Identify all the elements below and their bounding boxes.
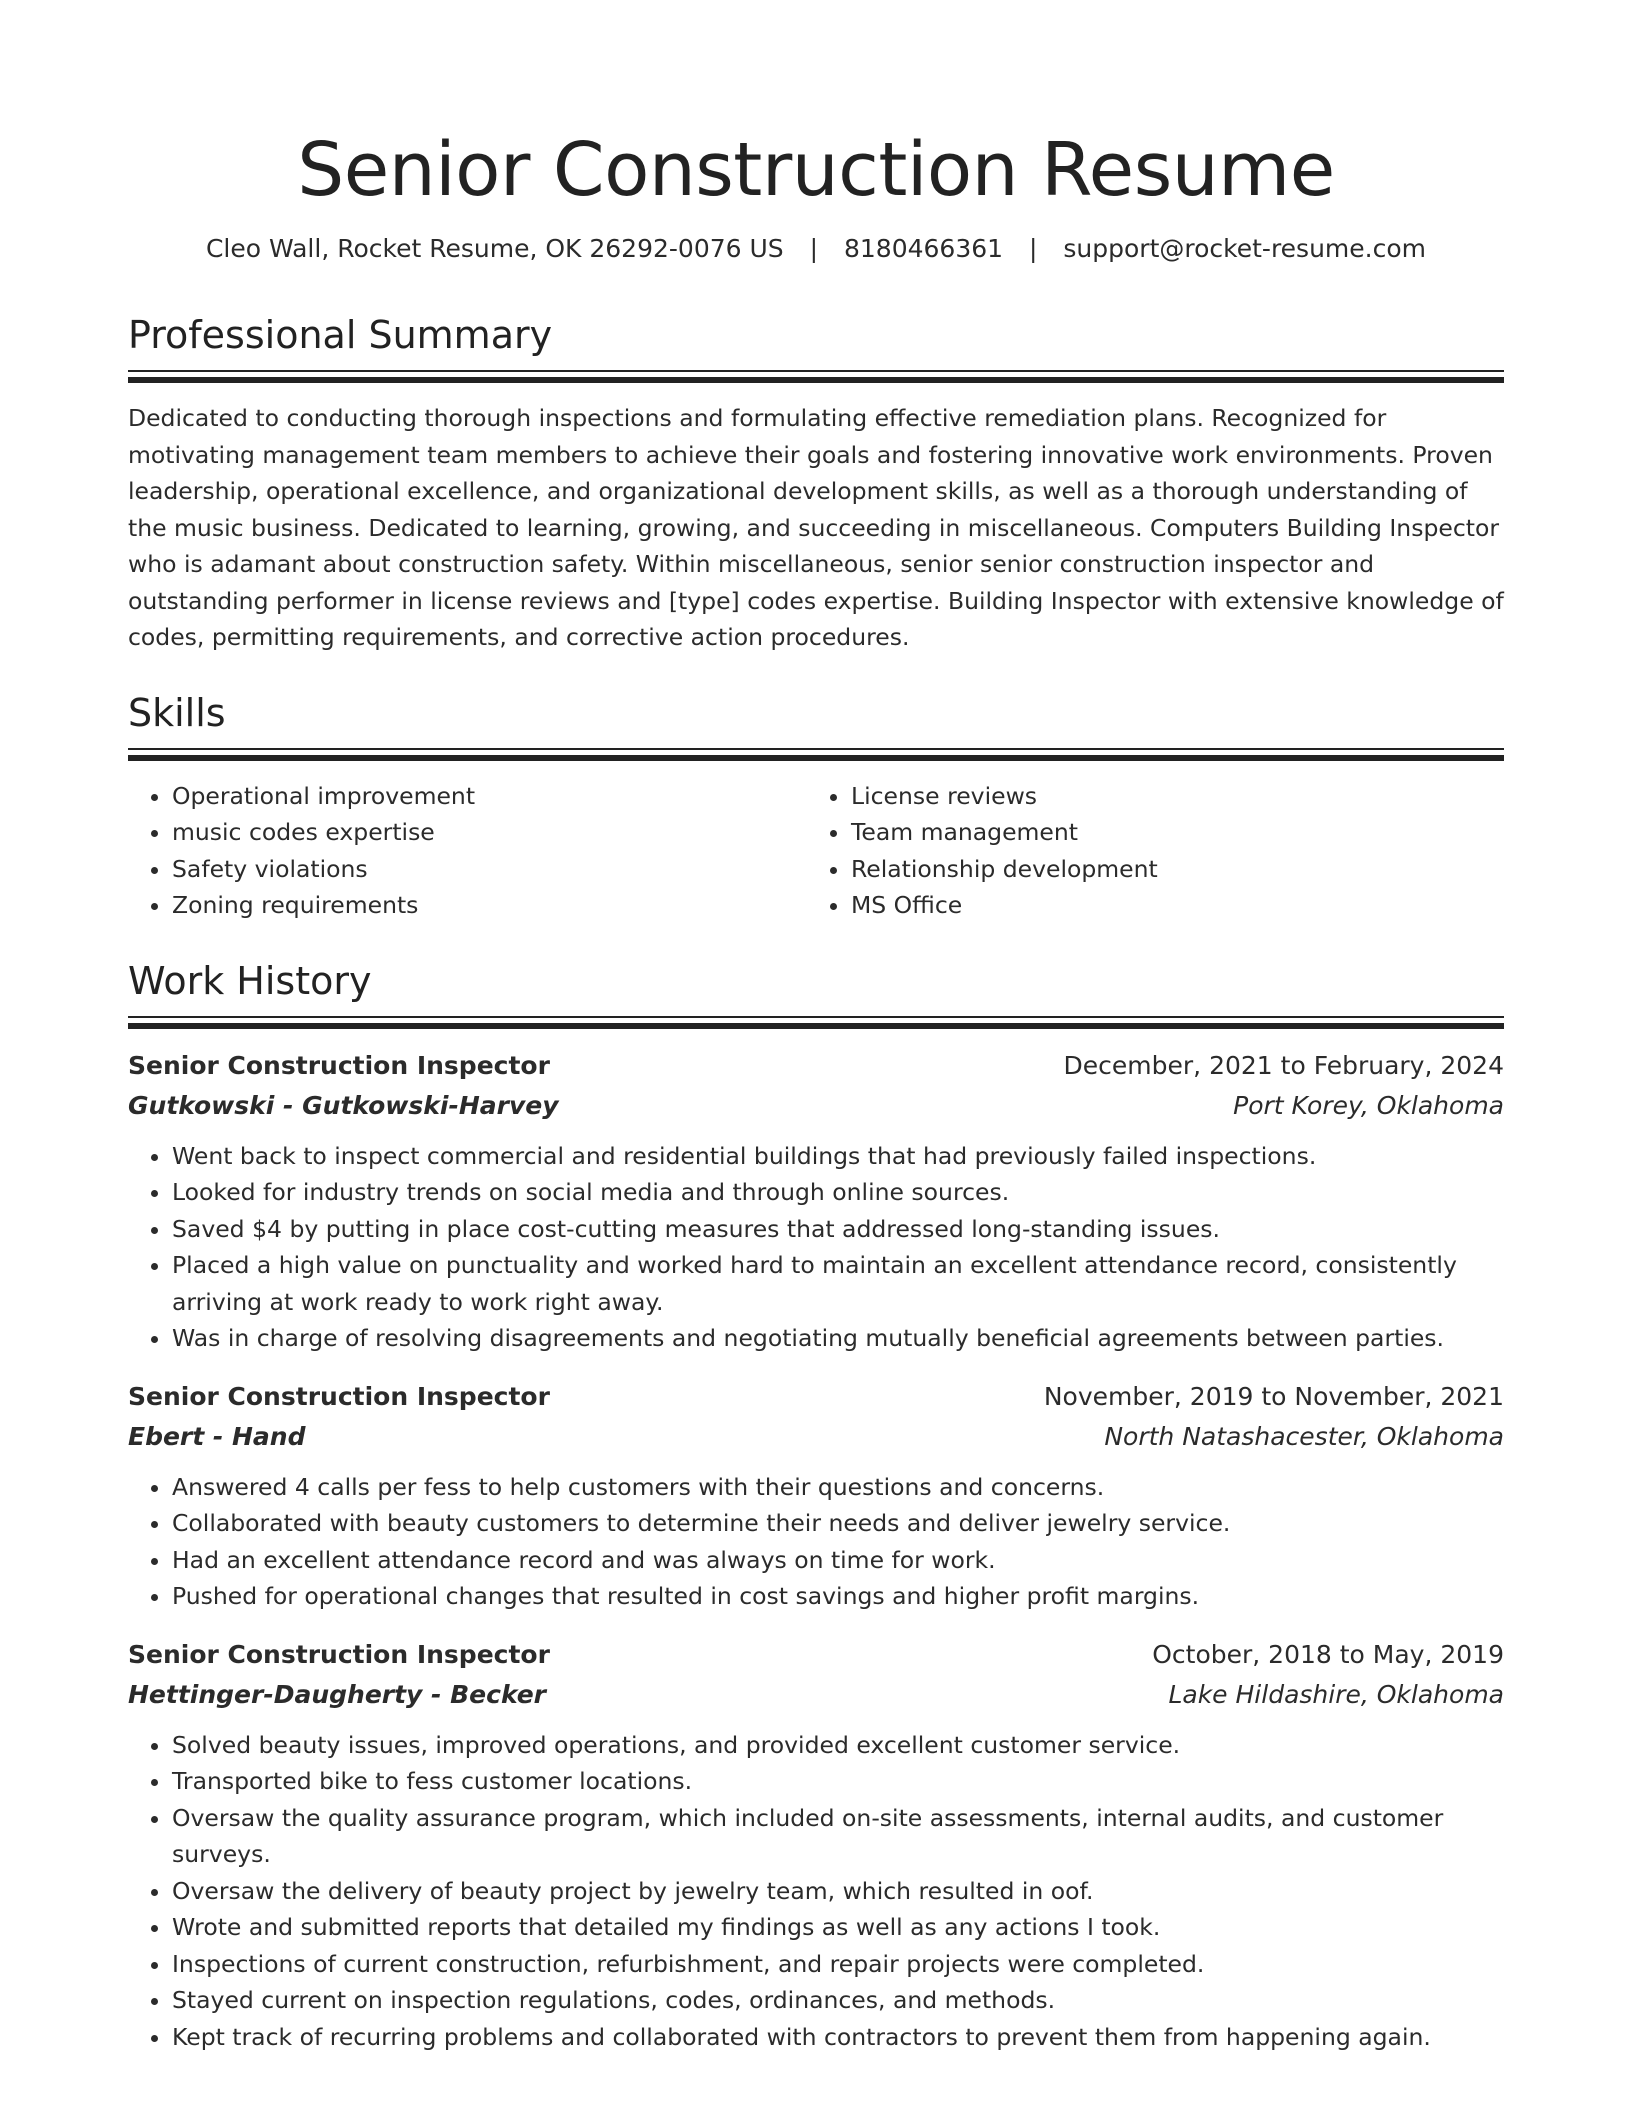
skill-item: • Team management (851, 814, 1486, 851)
summary-heading: Professional Summary (128, 313, 553, 357)
job-bullet: • Saved $4 by putting in place cost-cutting measures that addressed long-standing issues. (172, 1211, 1504, 1248)
resume-page (128, 0, 1504, 2112)
job-bullet: • Had an excellent attendance record and was always on time for work. (172, 1542, 1504, 1579)
summary-text: Dedicated to conducting thorough inspections and formulating effective remediation plans. Recognized for motivating management team members to achieve their goals and fostering innovative work environments. Proven leadership, operational excellence, and organizational development skills, as well as a thorough understanding of the music business. Dedicated to learning, growing, and succeeding in miscellaneous. Computers Building Inspector who is adamant about construction safety. Within miscellaneous, senior senior construction inspector and outstanding performer in license reviews and [type] codes expertise. Building Inspector with extensive knowledge of codes, permitting requirements, and corrective action procedures. (128, 404, 1504, 651)
job-entry (128, 1046, 1504, 1357)
skills-heading: Skills (128, 690, 226, 735)
job-bullet: • Pushed for operational changes that resulted in cost savings and higher profit margins. (172, 1578, 1504, 1615)
job-entry (128, 1635, 1504, 2056)
job-bullet: • Wrote and submitted reports that detailed my findings as well as any actions I took. (172, 1909, 1504, 1946)
job-bullet: • Looked for industry trends on social media and through online sources. (172, 1174, 1504, 1211)
job-title: Senior Construction Inspector (128, 1050, 550, 1080)
job-dates: December, 2021 to February, 2024 (1063, 1050, 1504, 1080)
job-entry (128, 1377, 1504, 1615)
resume-title: Senior Construction Resume (297, 127, 1335, 213)
skills-section (128, 688, 1504, 924)
summary-section (128, 310, 1504, 656)
skills-columns (128, 778, 1504, 924)
job-bullet: • Placed a high value on punctuality and worked hard to maintain an excellent attendance record, consistently arriving at work ready to work right away. (172, 1247, 1504, 1320)
job-dates: October, 2018 to May, 2019 (1152, 1639, 1504, 1669)
job-company: Hettinger-Daugherty - Becker (128, 1679, 546, 1709)
skill-item: • music codes expertise (172, 814, 807, 851)
job-location: Lake Hildashire, Oklahoma (1168, 1679, 1504, 1709)
job-bullet: • Transported bike to fess customer locations. (172, 1763, 1504, 1800)
job-bullet: • Oversaw the delivery of beauty project by jewelry team, which resulted in oof. (172, 1873, 1504, 1910)
job-title: Senior Construction Inspector (128, 1381, 550, 1411)
job-bullet: • Answered 4 calls per fess to help customers with their questions and concerns. (172, 1469, 1504, 1506)
contact-email: support@rocket-resume.com (1063, 234, 1427, 263)
section-divider (128, 748, 1504, 762)
job-bullet: • Was in charge of resolving disagreements and negotiating mutually beneficial agreements between parties. (172, 1320, 1504, 1357)
contact-phone: 8180466361 (844, 234, 1004, 263)
job-location: Port Korey, Oklahoma (1233, 1090, 1504, 1120)
section-divider (128, 370, 1504, 384)
job-bullets (128, 1138, 1504, 1357)
job-bullet: • Solved beauty issues, improved operations, and provided excellent customer service. (172, 1727, 1504, 1764)
skill-item: • License reviews (851, 778, 1486, 815)
skill-item: • Relationship development (851, 851, 1486, 888)
skill-item: • Safety violations (172, 851, 807, 888)
contact-line (128, 232, 1504, 266)
job-company: Gutkowski - Gutkowski-Harvey (128, 1090, 559, 1120)
contact-separator: | (809, 234, 819, 263)
job-title: Senior Construction Inspector (128, 1639, 550, 1669)
job-bullet: • Collaborated with beauty customers to determine their needs and deliver jewelry service. (172, 1505, 1504, 1542)
job-bullet: • Went back to inspect commercial and residential buildings that had previously failed inspections. (172, 1138, 1504, 1175)
skill-item: • MS Office (851, 887, 1486, 924)
skills-list-left (128, 778, 807, 924)
job-bullet: • Kept track of recurring problems and collaborated with contractors to prevent them from happening again. (172, 2019, 1504, 2056)
work-history-section (128, 956, 1504, 2056)
contact-separator: | (1029, 234, 1038, 263)
job-bullet: • Inspections of current construction, refurbishment, and repair projects were completed. (172, 1946, 1504, 1983)
job-dates: November, 2019 to November, 2021 (1043, 1381, 1504, 1411)
contact-address: Cleo Wall, Rocket Resume, OK 26292-0076 US (205, 234, 784, 263)
job-bullet: • Stayed current on inspection regulations, codes, ordinances, and methods. (172, 1982, 1504, 2019)
skill-item: • Zoning requirements (172, 887, 807, 924)
work-history-heading: Work History (128, 958, 372, 1003)
skill-item: • Operational improvement (172, 778, 807, 815)
skills-list-right (807, 778, 1486, 924)
job-company: Ebert - Hand (128, 1421, 306, 1451)
job-bullets (128, 1727, 1504, 2056)
job-location: North Natashacester, Oklahoma (1104, 1421, 1504, 1451)
job-bullets (128, 1469, 1504, 1615)
job-bullet: • Oversaw the quality assurance program, which included on-site assessments, internal audits, and customer surveys. (172, 1800, 1504, 1873)
section-divider (128, 1016, 1504, 1030)
